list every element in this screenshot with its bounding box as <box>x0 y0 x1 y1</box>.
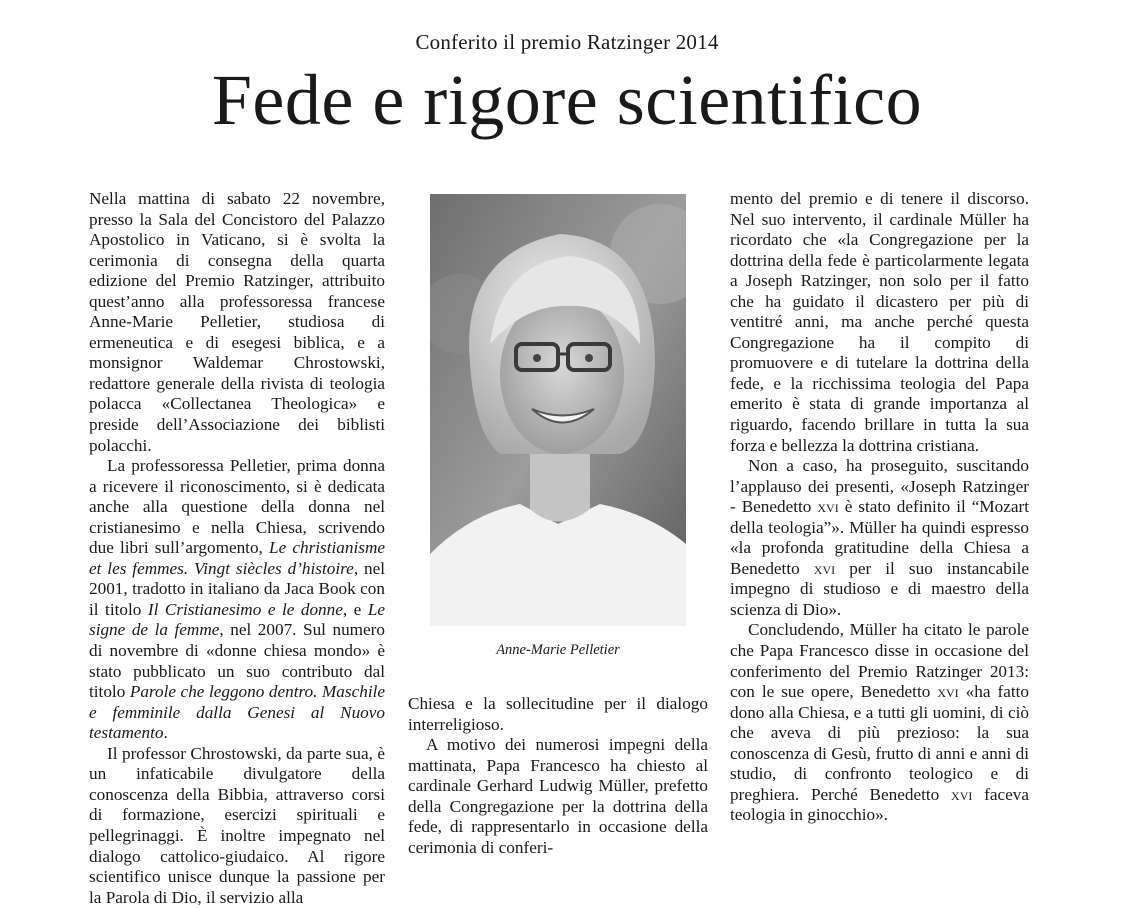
portrait-photo <box>430 194 686 626</box>
article-kicker: Conferito il premio Ratzinger 2014 <box>415 30 719 54</box>
paragraph: Non a caso, ha proseguito, suscitando l’applauso dei presenti, «Joseph Ratzinger - Benedetto xvi è stato definito il “Mozart della teologia”». Müller ha quindi espresso «la profonda gratitudine della Chiesa a Benedetto xvi per il suo instancabile impegno di studioso e di maestro della scienza di Dio». <box>730 456 1029 619</box>
paragraph: A motivo dei numerosi impegni della mattinata, Papa Francesco ha chiesto al cardinale Gerhard Ludwig Müller, prefetto della Congregazione per la dottrina della fede, di rappresentarlo in occasione della cerimonia di conferi- <box>408 735 708 857</box>
text-column-2 <box>408 694 708 858</box>
article-headline: Fede e rigore scientifico <box>211 60 923 140</box>
paragraph: Nella mattina di sabato 22 novembre, presso la Sala del Concistoro del Palazzo Apostolico in Vaticano, si è svolta la cerimonia di consegna della quarta edizione del Premio Ratzinger, attribuito quest’anno alla professoressa francese Anne-Marie Pelletier, studiosa di ermeneutica e di esegesi biblica, e a monsignor Waldemar Chrostowski, redattore generale della rivista di teologia polacca «Collectanea Theologica» e preside dell’Associazione dei biblisti polacchi. <box>89 189 385 455</box>
roman-numeral: xvi <box>817 497 839 517</box>
paragraph: Il professor Chrostowski, da parte sua, è un infaticabile divulgatore della conoscenza della Bibbia, attraverso corsi di formazione, esercizi spirituali e pellegrinaggi. È inoltre impegnato nel dialogo cattolico-giudaico. Al rigore scientifico unisce dunque la passione per la Parola di Dio, il servizio alla <box>89 743 385 907</box>
paragraph: La professoressa Pelletier, prima donna a ricevere il riconoscimento, si è dedicata anche alla questione della donna nel cristianesimo e nella Chiesa, scrivendo due libri sull’argomento, Le christianisme et les femmes. Vingt siècles d’histoire, nel 2001, tradotto in italiano da Jaca Book con il titolo Il Cristianesimo e le donne, e Le signe de la femme, nel 2007. Sul numero di novembre di «donne chiesa mondo» è stato pubblicato un suo contributo dal titolo Parole che leggono dentro. Maschile e femminile dalla Genesi al Nuovo testamento. <box>89 456 386 743</box>
portrait-image <box>430 194 686 626</box>
book-title: Le christianisme et les femmes. Vingt siècles d’histoire <box>89 538 385 578</box>
roman-numeral: xvi <box>813 558 836 578</box>
book-title: Le signe de la femme <box>89 599 385 640</box>
text-column-1 <box>89 189 385 908</box>
paragraph: Chiesa e la sollecitudine per il dialogo interreligioso. <box>408 694 708 734</box>
paragraph: Concludendo, Müller ha citato le parole che Papa Francesco disse in occasione del conferimento del Premio Ratzinger 2013: con le sue opere, Benedetto xvi «ha fatto dono alla Chiesa, e a tutti gli uomini, di ciò che aveva di più prezioso: la sua conoscenza di Gesù, frutto di anni e anni di studio, di confronto teologico e di preghiera. Perché Benedetto xvi faceva teologia in ginocchio». <box>730 620 1029 825</box>
photo-caption: Anne-Marie Pelletier <box>496 642 620 658</box>
article-title: Parole che leggono dentro. Maschile e femminile dalla Genesi al Nuovo testamento <box>89 682 385 743</box>
text-column-3 <box>730 189 1029 826</box>
book-title: Il Cristianesimo e le donne <box>147 599 343 619</box>
roman-numeral: xvi <box>937 682 959 702</box>
paragraph: mento del premio e di tenere il discorso. Nel suo intervento, il cardinale Müller ha ricordato che «la Congregazione per la dottrina della fede è particolarmente legata a Joseph Ratzinger, non solo per il fatto che ha guidato il dicastero per più di ventitré anni, ma anche perché questa Congregazione ha il compito di promuovere e di tutelare la dottrina della fede, e la ricchissima teologia del Papa emerito è stata di grande importanza al riguardo, facendo brillare in tutta la sua forza e bellezza la dottrina cristiana. <box>730 189 1029 455</box>
roman-numeral: xvi <box>951 784 973 804</box>
